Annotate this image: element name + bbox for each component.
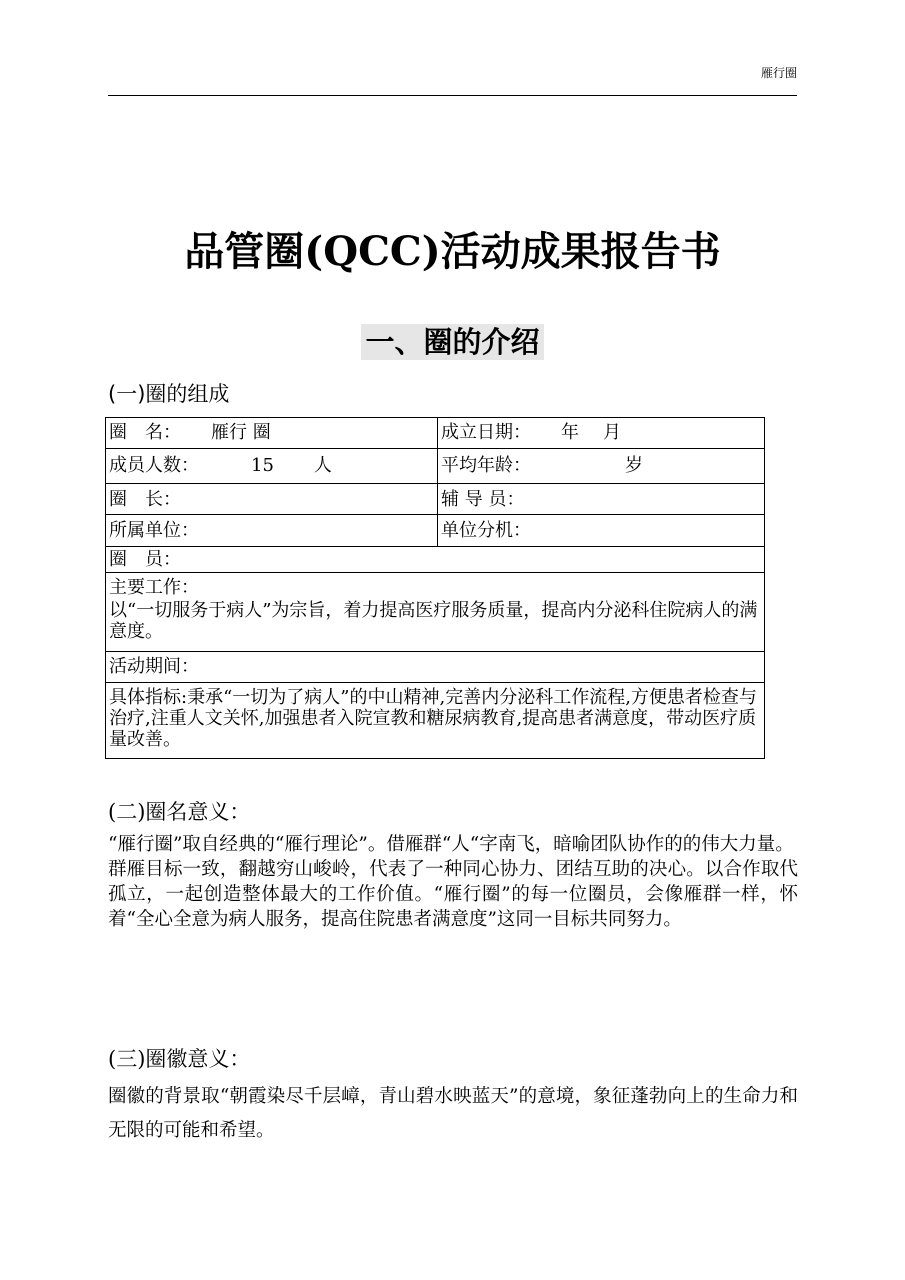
circle-name-value: 雁行 圈 — [211, 422, 271, 443]
members-label: 圈 员： — [109, 549, 181, 570]
page-header: 雁行圈 — [760, 66, 797, 80]
avg-age-cell — [438, 449, 765, 484]
advisor-cell — [438, 484, 765, 515]
founded-date-cell — [438, 418, 765, 449]
circle-name-cell — [106, 418, 438, 449]
unit-cell — [106, 515, 438, 547]
name-meaning-paragraph-1: “雁行圈”取自经典的“雁行理论”。借雁群“人“字南飞，暗喻团队协作的的伟大力量。 — [108, 834, 794, 855]
name-meaning-paragraph-2: 群雁目标一致，翻越穷山峻岭，代表了一种同心协力、团结互助的决心。以合作取代孤立，一起创造整体最大的工作价值。“雁行圈”的每一位圈员，会像雁群一样，怀着“全心全意为病人服务，提高住院患者满意度”这同一目标共同努力。 — [108, 859, 798, 930]
emblem-meaning-paragraph: 圈徽的背景取“朝霞染尽千层嶂，青山碧水映蓝天”的意境，象征蓬勃向上的生命力和无限的可能和希望。 — [108, 1086, 798, 1141]
main-work-label: 主要工作： — [109, 577, 199, 598]
section-heading-text: 一、圈的介绍 — [361, 324, 543, 360]
unit-label: 所属单位： — [109, 520, 199, 541]
document-title: 品管圈(QCC)活动成果报告书 — [184, 228, 721, 275]
emblem-meaning-body — [108, 1080, 798, 1148]
indicators-cell — [106, 683, 765, 759]
members-cell — [106, 547, 765, 573]
activity-period-cell — [106, 652, 765, 683]
founded-date-label: 成立日期： — [441, 422, 531, 443]
avg-age-unit: 岁 — [625, 455, 643, 476]
leader-cell — [106, 484, 438, 515]
member-count-value: 15 — [251, 455, 274, 476]
indicators-text: 具体指标:秉承“一切为了病人”的中山精神,完善内分泌科工作流程,方便患者检查与治疗,注重人文关怀,加强患者入院宣教和糖尿病教育,提高患者满意度，带动医疗质量改善。 — [109, 687, 757, 750]
circle-info-table — [105, 417, 765, 759]
extension-label: 单位分机： — [441, 520, 531, 541]
circle-name-label: 圈 名： — [109, 422, 181, 443]
avg-age-label: 平均年龄： — [441, 455, 531, 476]
section-heading — [0, 324, 905, 360]
emblem-meaning-heading: (三)圈徽意义： — [108, 1047, 251, 1071]
name-meaning-body — [108, 832, 798, 932]
founded-year-unit: 年 — [561, 422, 579, 443]
member-count-unit: 人 — [313, 455, 332, 476]
founded-month-unit: 月 — [603, 422, 621, 443]
main-work-cell — [106, 573, 765, 652]
main-work-text: 以“一切服务于病人”为宗旨，着力提高医疗服务质量，提高内分泌科住院病人的满意度。 — [109, 600, 758, 642]
name-meaning-heading: (二)圈名意义： — [108, 800, 251, 824]
header-divider — [108, 95, 797, 96]
member-count-label: 成员人数： — [109, 455, 199, 476]
composition-heading: (一)圈的组成 — [108, 382, 230, 406]
member-count-cell — [106, 449, 438, 484]
leader-label: 圈 长： — [109, 489, 181, 510]
advisor-label: 辅 导 员： — [441, 489, 525, 510]
activity-period-label: 活动期间： — [109, 656, 199, 677]
extension-cell — [438, 515, 765, 547]
